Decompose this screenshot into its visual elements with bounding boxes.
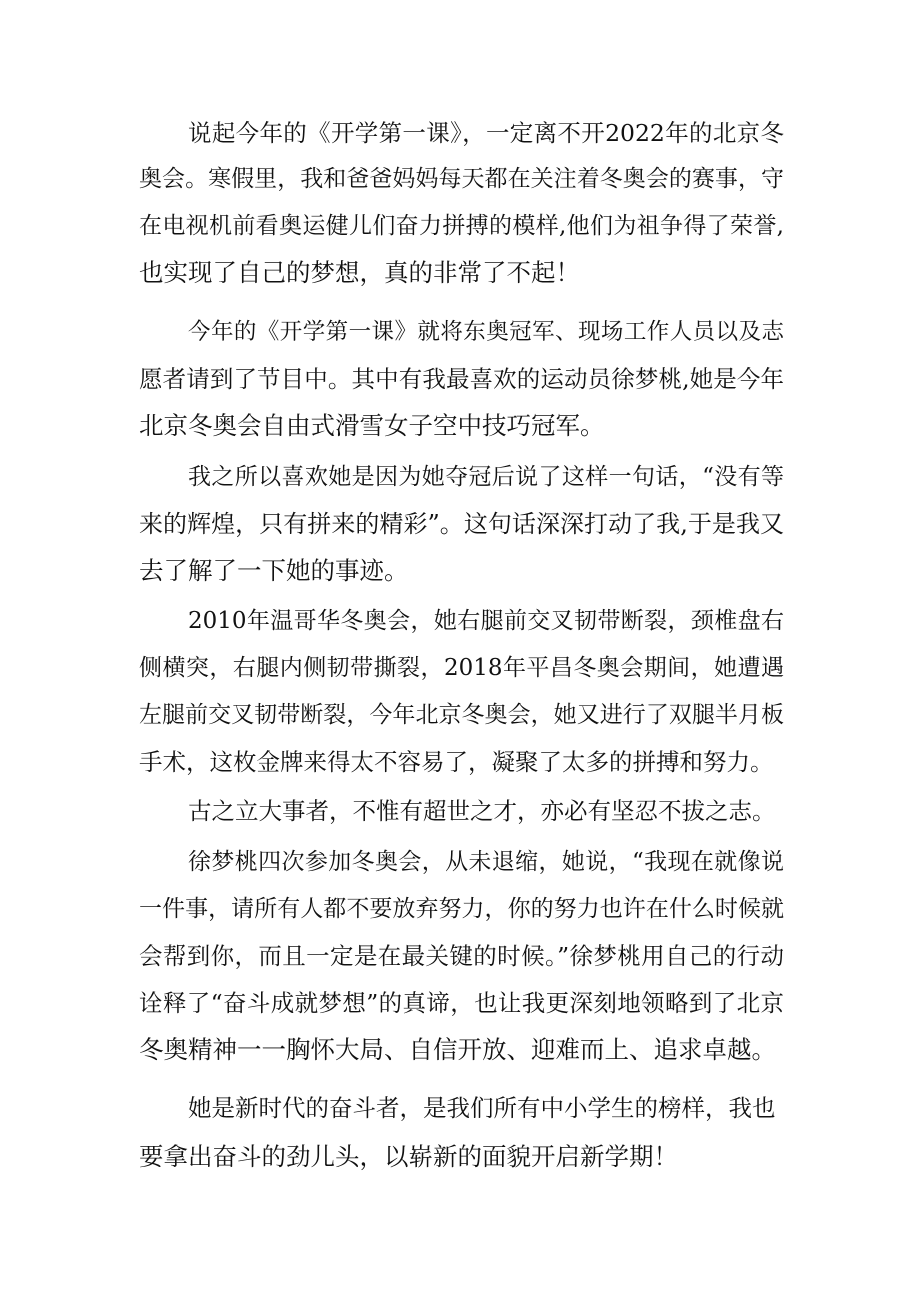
paragraph-3-line-2: 来的辉煌，只有拼来的精彩”。这句话深深打动了我,于是我又 [139,510,784,538]
paragraph-1-line-1: 说起今年的《开学第一课》，一定离不开2022年的北京冬 [188,119,784,147]
paragraph-1-line-3: 在电视机前看奥运健儿们奋力拼搏的模样,他们为祖争得了荣誉, [139,213,784,239]
paragraph-4-line-3: 左腿前交叉韧带断裂，今年北京冬奥会，她又进行了双腿半月板 [139,702,784,728]
paragraph-4-line-1: 2010年温哥华冬奥会，她右腿前交叉韧带断裂，颈椎盘右 [188,608,784,634]
paragraph-1-line-4: 也实现了自己的梦想，真的非常了不起！ [139,258,580,287]
paragraph-2-line-2: 愿者请到了节目中。其中有我最喜欢的运动员徐梦桃,她是今年 [139,365,784,393]
paragraph-6-line-5: 冬奥精神一一胸怀大局、自信开放、迎难而上、追求卓越。 [139,1035,776,1064]
paragraph-6-line-4: 诠释了“奋斗成就梦想”的真谛，也让我更深刻地领略到了北京 [139,989,784,1017]
paragraph-3-line-1: 我之所以喜欢她是因为她夺冠后说了这样一句话，“没有等 [188,464,784,490]
paragraph-4-line-4: 手术，这枚金牌来得太不容易了，凝聚了太多的拼搏和努力。 [139,748,774,776]
paragraph-7-line-1: 她是新时代的奋斗者，是我们所有中小学生的榜样，我也 [188,1094,776,1122]
paragraph-7-line-2: 要拿出奋斗的劲儿头，以崭新的面貌开启新学期！ [139,1142,678,1171]
paragraph-1-line-2: 奥会。寒假里，我和爸爸妈妈每天都在关注着冬奥会的赛事，守 [139,166,784,192]
paragraph-2-line-3: 北京冬奥会自由式滑雪女子空中技巧冠军。 [139,411,605,440]
paragraph-4-line-2: 侧横突，右腿内侧韧带撕裂，2018年平昌冬奥会期间，她遭遇 [139,655,784,681]
paragraph-5-line-1: 古之立大事者，不惟有超世之才，亦必有坚忍不拔之志。 [188,797,776,825]
paragraph-6-line-1: 徐梦桃四次参加冬奥会，从未退缩，她说，“我现在就像说 [188,849,784,875]
paragraph-6-line-2: 一件事，请所有人都不要放弃努力，你的努力也许在什么时候就 [139,896,784,922]
paragraph-2-line-1: 今年的《开学第一课》就将东奥冠军、现场工作人员以及志 [188,319,784,345]
paragraph-6-line-3: 会帮到你，而且一定是在最关键的时候。”徐梦桃用自己的行动 [139,942,784,970]
paragraph-3-line-3: 去了解了一下她的事迹。 [139,556,409,585]
